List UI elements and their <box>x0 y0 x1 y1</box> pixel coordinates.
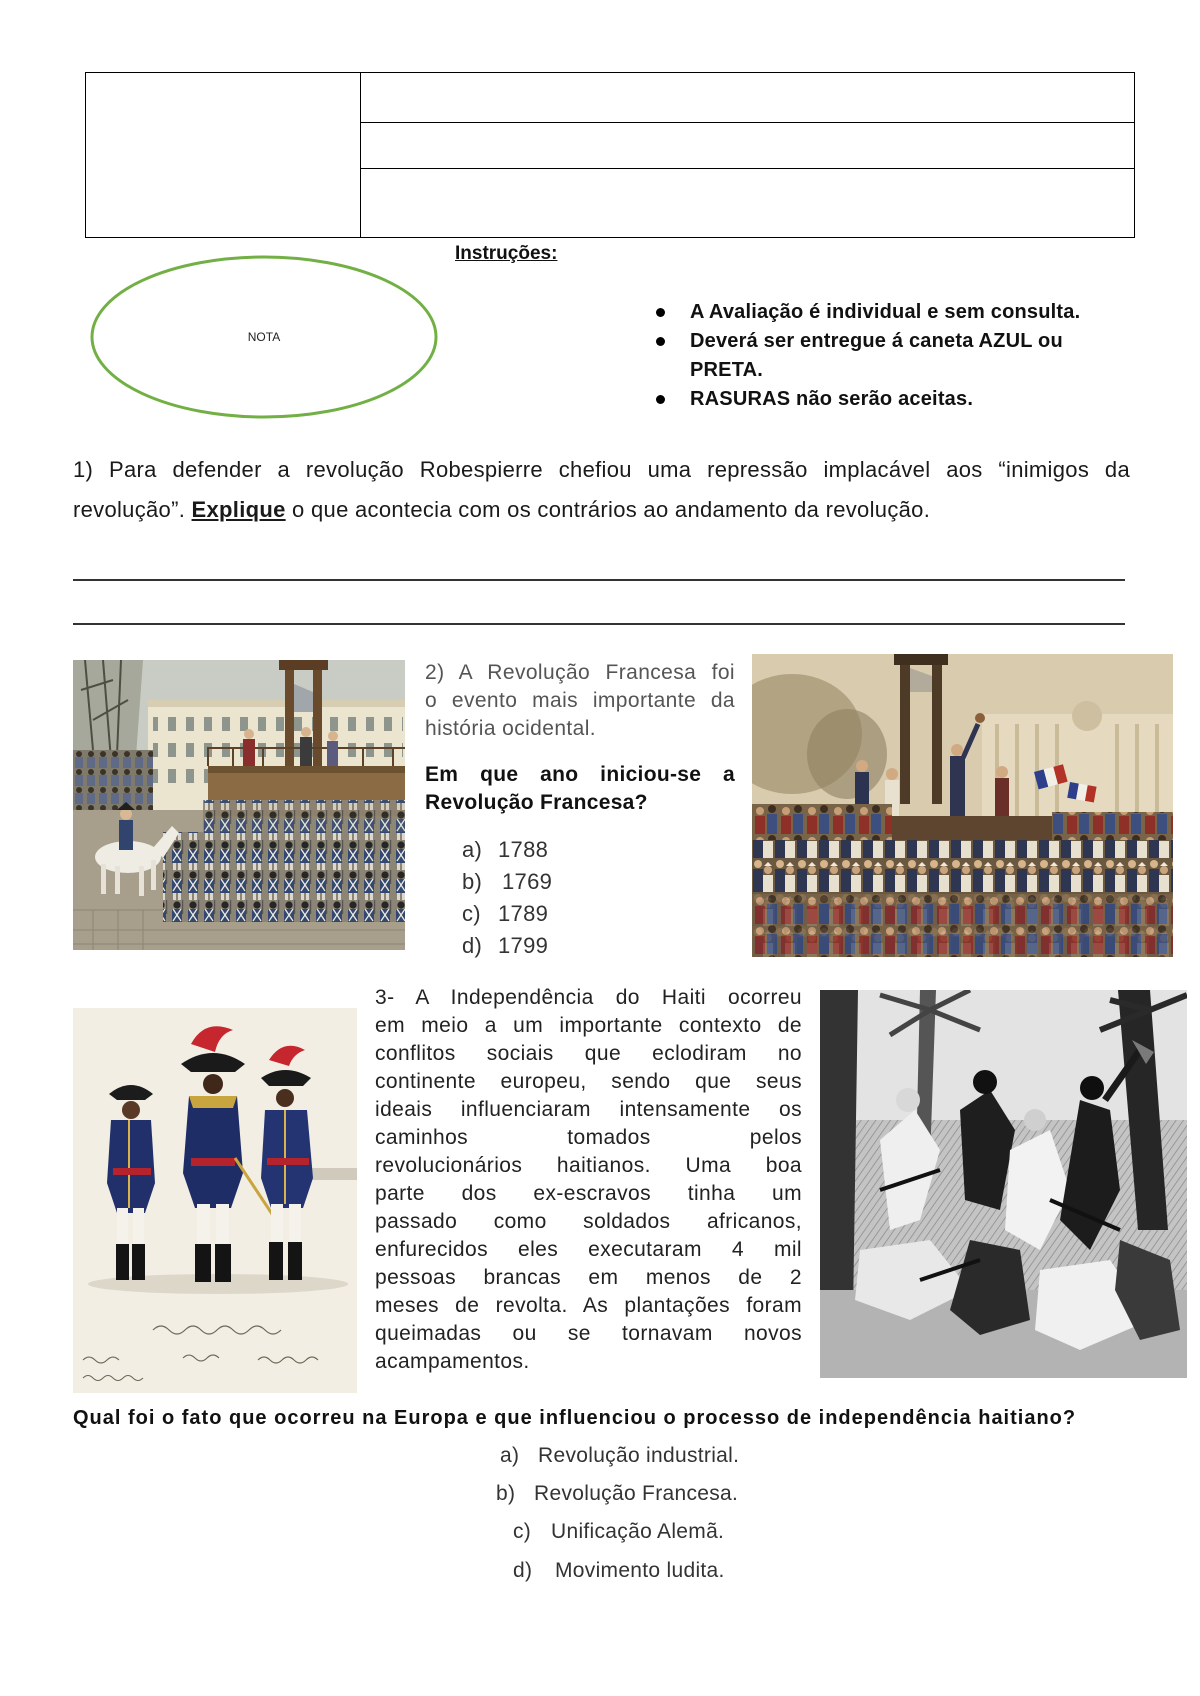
grade-label: NOTA <box>247 330 281 344</box>
question-1 <box>73 450 1130 530</box>
bullet-icon <box>656 395 665 404</box>
header-field-row-2 <box>361 123 1134 169</box>
question-2-prompt: Em que ano iniciou-se a Revolução Francesa? <box>425 763 735 814</box>
question-3-text: 3- A Independência do Haiti ocorreu em meio a um importante contexto de conflitos sociais que eclodiram no continente europeu, sendo que seus ideais influenciaram intensamente os caminhos tomados pelos revolucionários haitianos. Uma boa parte dos ex-escravos tinha um passado como soldados africanos, enfurecidos eles executaram 4 mil pessoas brancas em menos de 2 meses de revolta. As plantações foram queimadas ou se tornavam novos acampamentos. <box>375 986 802 1373</box>
header-table <box>85 72 1135 238</box>
instructions-list <box>656 298 1126 414</box>
instruction-item: Deverá ser entregue á caneta AZUL ou PRETA. <box>656 327 1126 385</box>
header-field-row-1 <box>361 73 1134 123</box>
answer-line <box>73 623 1125 625</box>
question-2-intro: 2) A Revolução Francesa foi o evento mais importante da história ocidental. <box>425 661 735 740</box>
answer-line <box>73 579 1125 581</box>
execution-painting-image <box>73 660 405 950</box>
question-2-options <box>462 834 552 962</box>
option-item: d) 1799 <box>462 933 549 958</box>
header-field-row-3 <box>361 169 1134 237</box>
question-3-prompt: Qual foi o fato que ocorreu na Europa e que influenciou o processo de independência haitiano? <box>73 1407 1077 1429</box>
option-item: d) Movimento ludita. <box>513 1559 725 1582</box>
option-item: b) Revolução Francesa. <box>496 1482 739 1505</box>
question-2 <box>425 659 735 817</box>
option-item: a) Revolução industrial. <box>500 1444 740 1467</box>
bullet-icon <box>656 337 665 346</box>
question-1-line-2: revolução”. Explique o que acontecia com os contrários ao andamento da revolução. <box>73 497 931 522</box>
guillotine-crowd-image <box>752 654 1173 957</box>
option-item: b) 1769 <box>462 869 553 894</box>
haitian-generals-image <box>73 1008 357 1393</box>
instruction-item: A Avaliação é individual e sem consulta. <box>656 298 1126 327</box>
header-logo-cell <box>86 73 361 237</box>
question-1-keyword: Explique <box>191 497 286 522</box>
option-item: a) 1788 <box>462 837 549 862</box>
bullet-icon <box>656 308 665 317</box>
haitian-revolution-engraving-image <box>820 990 1187 1378</box>
option-item: c) 1789 <box>462 901 549 926</box>
question-1-line-1: 1) Para defender a revolução Robespierre chefiou uma repressão implacável aos “inimigos da <box>73 457 1130 482</box>
option-item: c) Unificação Alemã. <box>513 1520 725 1543</box>
instructions-title: Instruções: <box>455 243 558 264</box>
instruction-item: RASURAS não serão aceitas. <box>656 385 1126 414</box>
